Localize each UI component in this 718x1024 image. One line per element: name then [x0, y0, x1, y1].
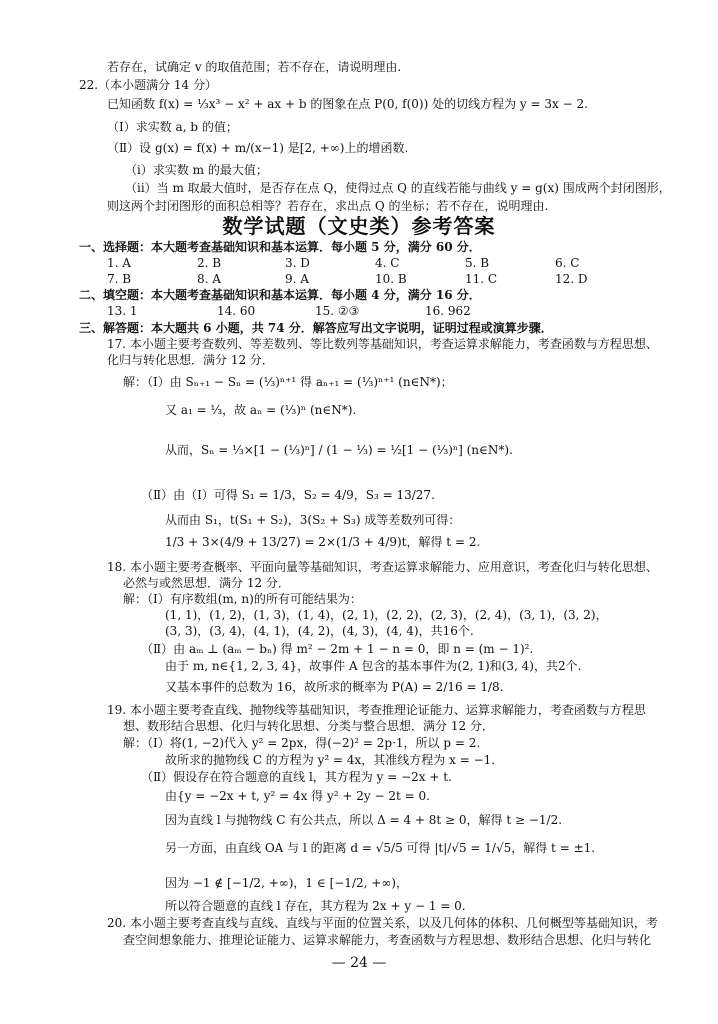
answer: 7. B	[107, 272, 132, 286]
text-line: 解：（Ⅰ）由 Sₙ₊₁ − Sₙ = (⅓)ⁿ⁺¹ 得 aₙ₊₁ = (⅓)ⁿ⁺¹ (n∈N*)；	[123, 375, 453, 389]
text-line: 从而，Sₙ = ⅓×[1 − (⅓)ⁿ] / (1 − ⅓) = ½[1 − (⅓)ⁿ] (n∈N*).	[165, 443, 513, 457]
text-line: 另一方面，由直线 OA 与 l 的距离 d = √5/5 可得 |t|/√5 = 1/√5，解得 t = ±1.	[165, 841, 596, 855]
text-line: 想、数形结合思想、化归与转化思想、分类与整合思想．满分 12 分．	[123, 719, 494, 733]
answer-row	[107, 256, 647, 271]
answer: 8. A	[197, 272, 221, 286]
text-line: 解：（Ⅰ）有序数组(m, n)的所有可能结果为：	[123, 592, 362, 606]
text-line: (1, 1)，(1, 2)，(1, 3)，(1, 4)，(2, 1)，(2, 2)，(2, 3)，(2, 4)，(3, 1)，(3, 2)，	[165, 608, 608, 622]
text-line: 已知函数 f(x) = ⅓x³ − x² + ax + b 的图象在点 P(0, f(0)) 处的切线方程为 y = 3x − 2.	[107, 97, 588, 111]
text-line: 解：（Ⅰ）将(1, −2)代入 y² = 2px，得(−2)² = 2p·1，所以 p = 2.	[123, 736, 481, 750]
text-line: （Ⅱ）假设存在符合题意的直线 l，其方程为 y = −2x + t.	[141, 770, 452, 784]
text-line: （Ⅰ）求实数 a, b 的值；	[107, 120, 238, 134]
section-header: 二、填空题：本大题考查基础知识和基本运算．每小题 4 分，满分 16 分．	[79, 288, 481, 302]
answer: 11. C	[465, 272, 498, 286]
text-line: 由{y = −2x + t, y² = 4x 得 y² + 2y − 2t = 0.	[165, 789, 430, 803]
text-line: （Ⅱ）设 g(x) = f(x) + m/(x−1) 是[2, +∞)上的增函数.	[107, 141, 409, 155]
text-line: （Ⅱ）由（Ⅰ）可得 S₁ = 1/3，S₂ = 4/9，S₃ = 13/27.	[141, 488, 435, 502]
section-header: 一、选择题：本大题考查基础知识和基本运算．每小题 5 分，满分 60 分．	[79, 240, 481, 254]
text-line: （ⅱ）当 m 取最大值时，是否存在点 Q，使得过点 Q 的直线若能与曲线 y = g(x) 围成两个封闭图形，	[125, 181, 671, 195]
page-title: 数学试题（文史类）参考答案	[222, 214, 496, 238]
text-line: 由于 m, n∈{1, 2, 3, 4}，故事件 A 包含的基本事件为(2, 1)和(3, 4)，共2个.	[165, 659, 582, 673]
text-line: 18. 本小题主要考查概率、平面向量等基础知识，考查运算求解能力、应用意识，考查化归与转化思想、	[107, 560, 658, 574]
answer: 4. C	[375, 256, 400, 270]
answer: 6. C	[555, 256, 580, 270]
text-line: 故所求的抛物线 C 的方程为 y² = 4x，其准线方程为 x = −1.	[165, 753, 496, 767]
answer: 16. 962	[425, 304, 471, 318]
text-line: 所以符合题意的直线 l 存在，其方程为 2x + y − 1 = 0.	[165, 899, 466, 913]
answer-row	[107, 304, 647, 319]
text-line: 则这两个封闭图形的面积总相等？若存在，求出点 Q 的坐标；若不存在，说明理由.	[107, 199, 549, 213]
text-line: 若存在，试确定 v 的取值范围；若不存在，请说明理由.	[107, 60, 402, 74]
text-line: 20. 本小题主要考查直线与直线、直线与平面的位置关系，以及几何体的体积、几何概型等基础知识，考	[107, 916, 658, 930]
text-line: 化归与转化思想．满分 12 分．	[107, 353, 274, 367]
answer: 12. D	[555, 272, 588, 286]
answer: 10. B	[375, 272, 407, 286]
answer: 1. A	[107, 256, 131, 270]
text-line: 19. 本小题主要考查直线、抛物线等基础知识，考查推理论证能力、运算求解能力，考查函数与方程思	[107, 703, 646, 717]
text-line: 22.（本小题满分 14 分）	[79, 78, 217, 92]
text-line: 因为 −1 ∉ [−1/2, +∞)，1 ∈ [−1/2, +∞)，	[165, 876, 408, 890]
page-number: — 24 —	[331, 955, 387, 971]
text-line: (3, 3)，(3, 4)，(4, 1)，(4, 2)，(4, 3)，(4, 4)，共16个.	[165, 624, 474, 638]
answer: 14. 60	[217, 304, 256, 318]
text-line: 又基本事件的总数为 16，故所求的概率为 P(A) = 2/16 = 1/8.	[165, 680, 504, 694]
text-line: 因为直线 l 与抛物线 C 有公共点，所以 Δ = 4 + 8t ≥ 0，解得 t ≥ −1/2.	[165, 813, 563, 827]
text-line: 17. 本小题主要考查数列、等差数列、等比数列等基础知识，考查运算求解能力，考查函数与方程思想、	[107, 337, 658, 351]
answer: 2. B	[197, 256, 222, 270]
text-line: 从而由 S₁，t(S₁ + S₂)，3(S₂ + S₃) 成等差数列可得：	[165, 513, 461, 527]
text-line: 又 a₁ = ⅓，故 aₙ = (⅓)ⁿ (n∈N*).	[165, 403, 357, 417]
answer: 13. 1	[107, 304, 138, 318]
text-line: （ⅰ）求实数 m 的最大值；	[125, 163, 268, 177]
text-line: 必然与或然思想．满分 12 分．	[123, 576, 290, 590]
answer: 5. B	[465, 256, 490, 270]
answer: 3. D	[285, 256, 310, 270]
text-line: （Ⅱ）由 aₘ ⊥ (aₘ − bₙ) 得 m² − 2m + 1 − n = 0，即 n = (m − 1)².	[141, 642, 534, 656]
section-header: 三、解答题：本大题共 6 小题，共 74 分．解答应写出文字说明，证明过程或演算步骤．	[79, 321, 553, 335]
text-line: 1/3 + 3×(4/9 + 13/27) = 2×(1/3 + 4/9)t，解得 t = 2.	[165, 535, 481, 549]
answer-row	[107, 272, 647, 287]
answer: 15. ②③	[315, 304, 360, 318]
answer: 9. A	[285, 272, 309, 286]
text-line: 查空间想象能力、推理论证能力、运算求解能力，考查函数与方程思想、数形结合思想、化归与转化	[123, 933, 652, 947]
